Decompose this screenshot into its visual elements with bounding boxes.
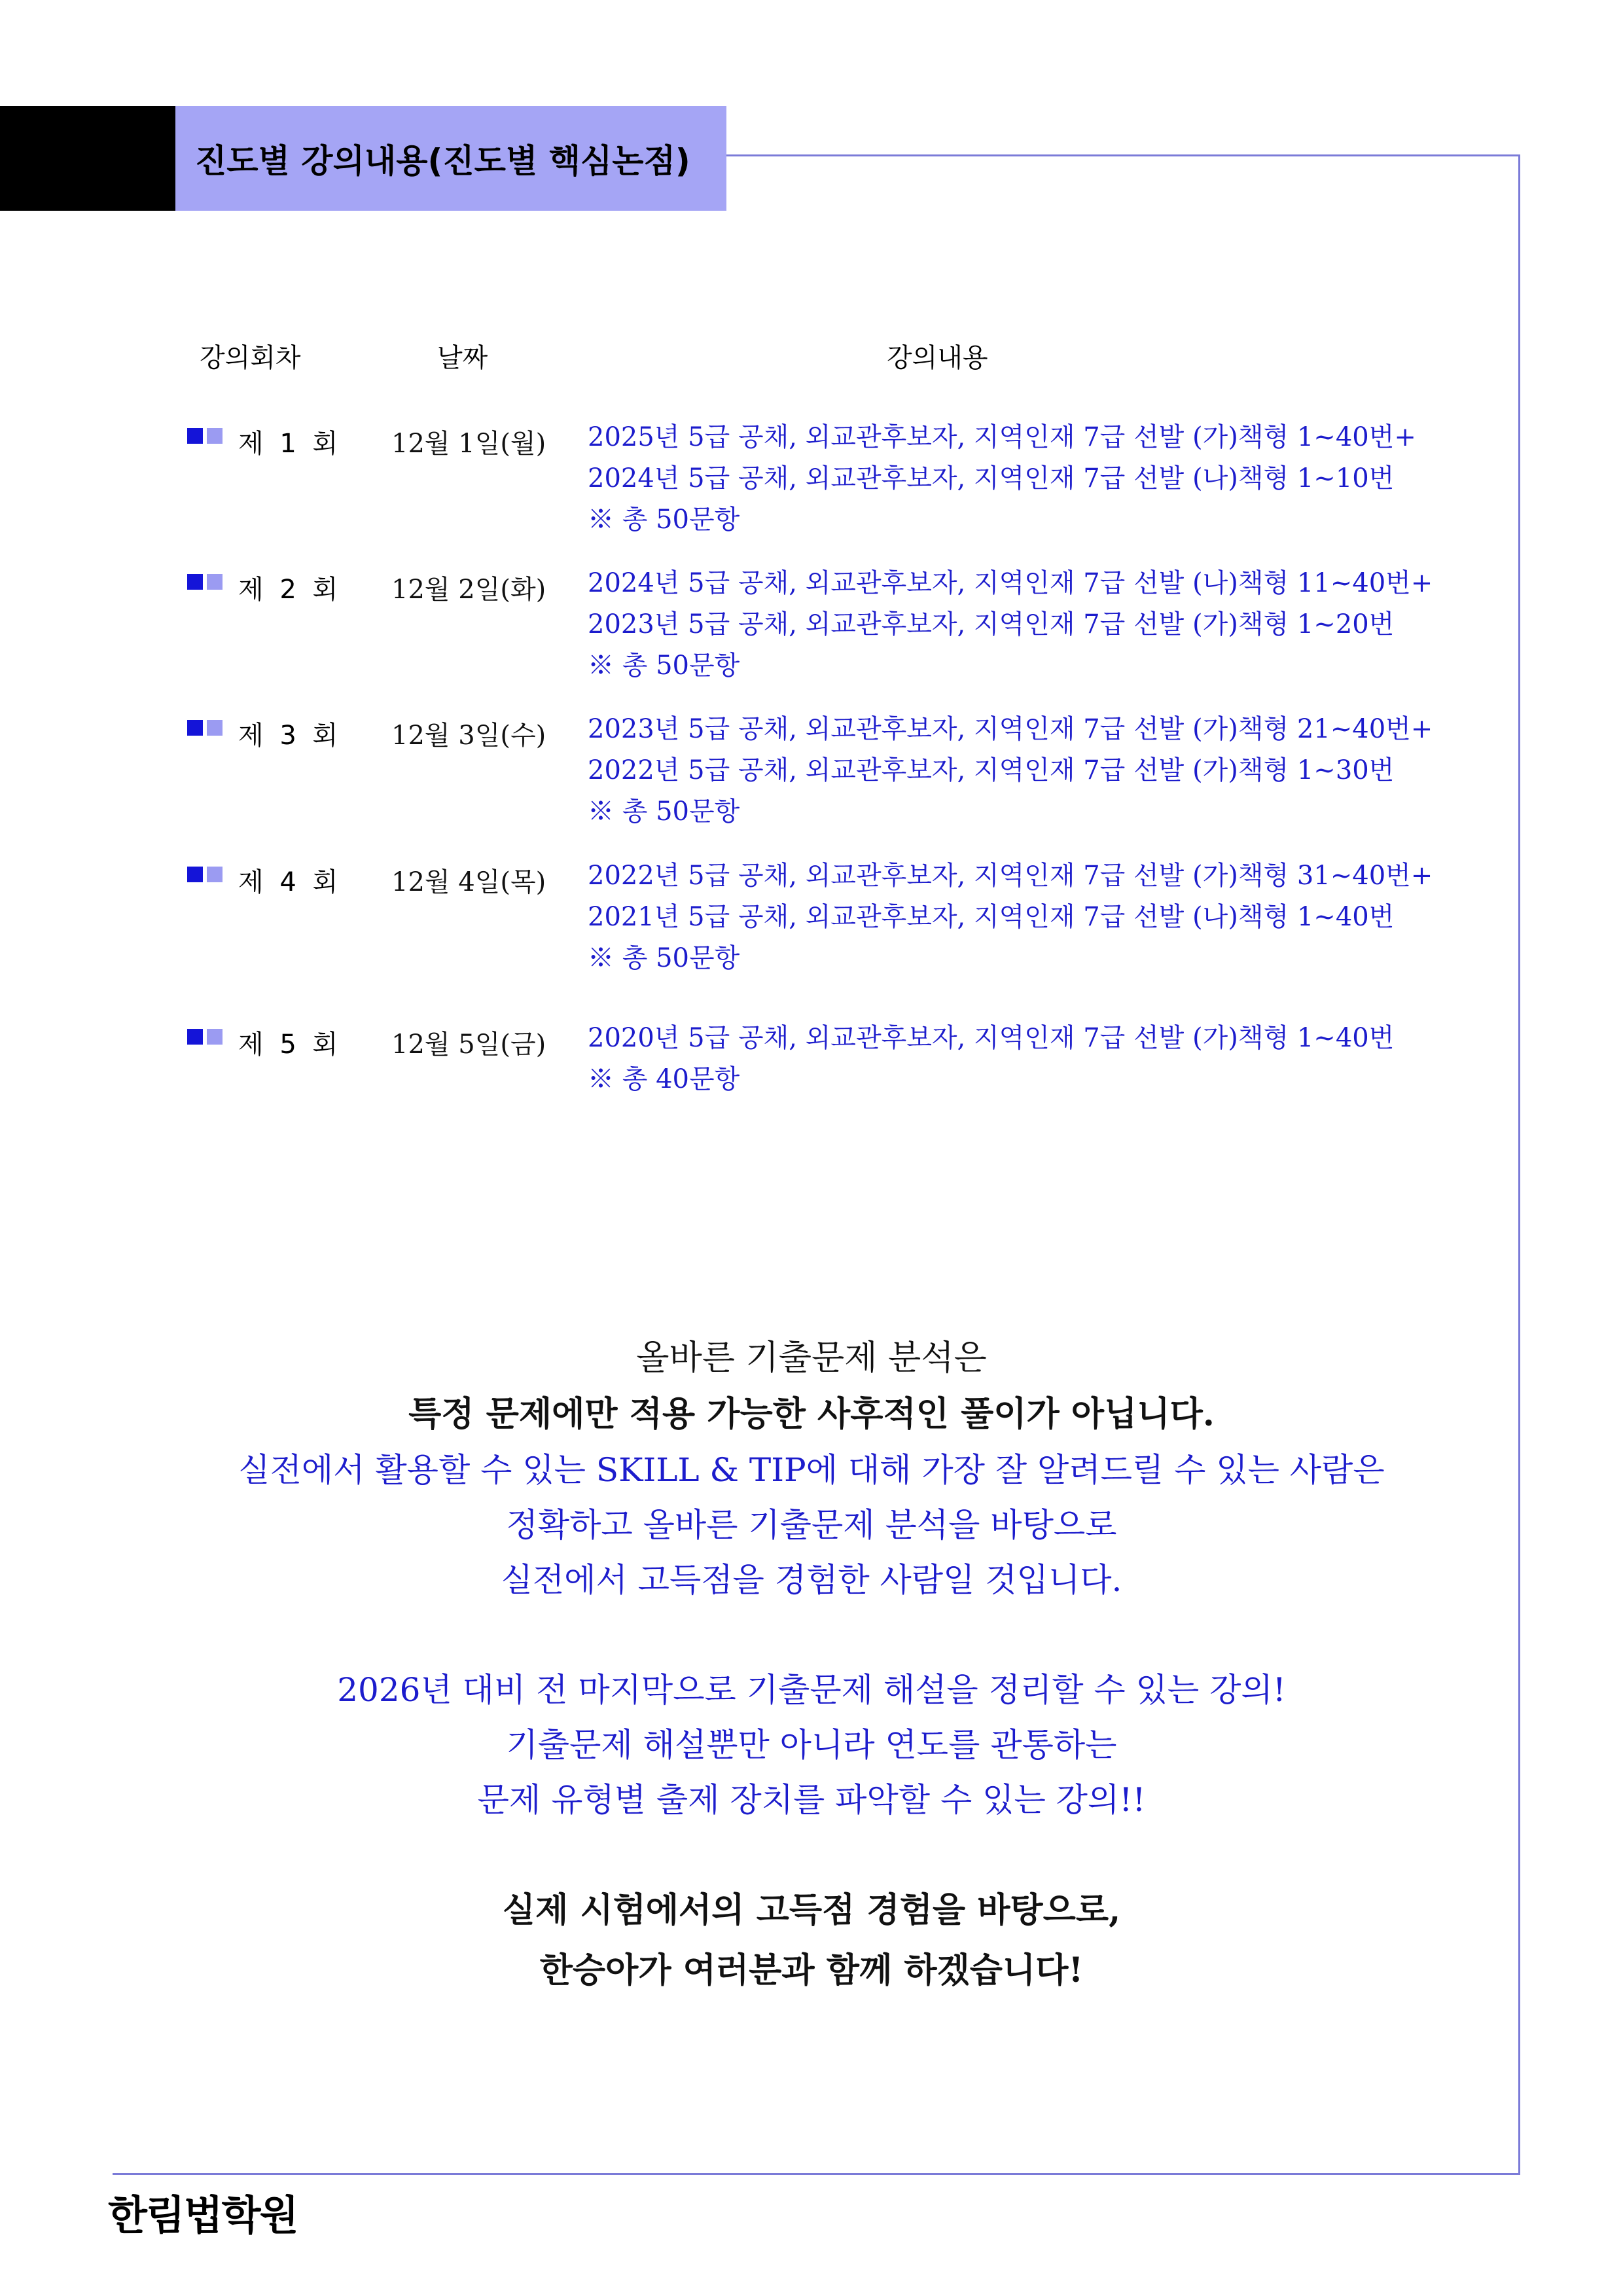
promo-line-2: 특정 문제에만 적용 가능한 사후적인 풀이가 아닙니다.	[408, 1394, 1215, 1434]
session-date: 12월 4일(목)	[391, 867, 546, 897]
session-content	[588, 569, 1433, 692]
frame-bottom-border	[113, 2173, 1520, 2175]
bullet-squares-icon	[187, 867, 224, 882]
session-line: 2023년 5급 공채, 외교관후보자, 지역인재 7급 선발 (가)책형 1~20번	[588, 609, 1395, 639]
session-total: ※ 총 50문항	[588, 651, 740, 681]
session-line: 2023년 5급 공채, 외교관후보자, 지역인재 7급 선발 (가)책형 21~40번+	[588, 714, 1433, 744]
session-total: ※ 총 40문항	[588, 1064, 740, 1094]
promo-line-10: 한승아가 여러분과 함께 하겠습니다!	[539, 1950, 1084, 1990]
promo-line-6: 2026년 대비 전 마지막으로 기출문제 해설을 정리할 수 있는 강의!	[337, 1671, 1286, 1709]
section-title-text: 진도별 강의내용(진도별 핵심논점)	[195, 142, 690, 180]
session-total: ※ 총 50문항	[588, 943, 740, 973]
session-line: 2024년 5급 공채, 외교관후보자, 지역인재 7급 선발 (나)책형 1~10번	[588, 463, 1395, 493]
promo-line-8: 문제 유형별 출제 장치를 파악할 수 있는 강의!!	[477, 1781, 1146, 1819]
promo-line-3: 실전에서 활용할 수 있는 SKILL & TIP에 대해 가장 잘 알려드릴 수 있는 사람은	[238, 1451, 1385, 1489]
session-date: 12월 5일(금)	[391, 1030, 546, 1060]
hallim-logo: 한림법학원	[108, 2191, 298, 2239]
session-line: 2022년 5급 공채, 외교관후보자, 지역인재 7급 선발 (가)책형 1~30번	[588, 755, 1395, 785]
bullet-squares-icon	[187, 720, 224, 736]
session-line: 2021년 5급 공채, 외교관후보자, 지역인재 7급 선발 (나)책형 1~40번	[588, 902, 1395, 932]
session-total: ※ 총 50문항	[588, 797, 740, 827]
bullet-squares-icon	[187, 428, 224, 444]
session-round: 제 4 회	[238, 867, 338, 897]
promo-line-1: 올바른 기출문제 분석은	[636, 1338, 987, 1378]
frame-top-border	[726, 154, 1520, 156]
header-black-block	[0, 106, 175, 211]
session-round: 제 1 회	[238, 429, 338, 459]
column-header-date: 날짜	[437, 343, 488, 373]
promo-line-4: 정확하고 올바른 기출문제 분석을 바탕으로	[506, 1506, 1117, 1544]
session-round: 제 3 회	[238, 721, 338, 751]
column-header-content: 강의내용	[887, 343, 988, 373]
bullet-squares-icon	[187, 574, 224, 590]
session-line: 2025년 5급 공채, 외교관후보자, 지역인재 7급 선발 (가)책형 1~40번+	[588, 422, 1416, 452]
session-content	[588, 423, 1416, 547]
session-line: 2020년 5급 공채, 외교관후보자, 지역인재 7급 선발 (가)책형 1~40번	[588, 1023, 1395, 1053]
session-date: 12월 2일(화)	[391, 575, 546, 605]
section-title	[175, 106, 726, 211]
column-header-round: 강의회차	[200, 343, 301, 373]
session-line: 2022년 5급 공채, 외교관후보자, 지역인재 7급 선발 (가)책형 31~40번+	[588, 861, 1433, 891]
frame-right-border	[1518, 154, 1520, 2173]
session-round: 제 5 회	[238, 1030, 338, 1060]
session-date: 12월 1일(월)	[391, 429, 546, 459]
session-content	[588, 715, 1433, 838]
session-content	[588, 861, 1433, 985]
promo-line-5: 실전에서 고득점을 경험한 사람일 것입니다.	[501, 1561, 1122, 1599]
session-content	[588, 1024, 1394, 1106]
session-round: 제 2 회	[238, 575, 338, 605]
promo-line-7: 기출문제 해설뿐만 아니라 연도를 관통하는	[506, 1726, 1117, 1764]
session-total: ※ 총 50문항	[588, 505, 740, 535]
session-date: 12월 3일(수)	[391, 721, 546, 751]
bullet-squares-icon	[187, 1029, 224, 1045]
session-line: 2024년 5급 공채, 외교관후보자, 지역인재 7급 선발 (나)책형 11~40번+	[588, 568, 1433, 598]
promo-line-9: 실제 시험에서의 고득점 경험을 바탕으로,	[502, 1890, 1121, 1930]
